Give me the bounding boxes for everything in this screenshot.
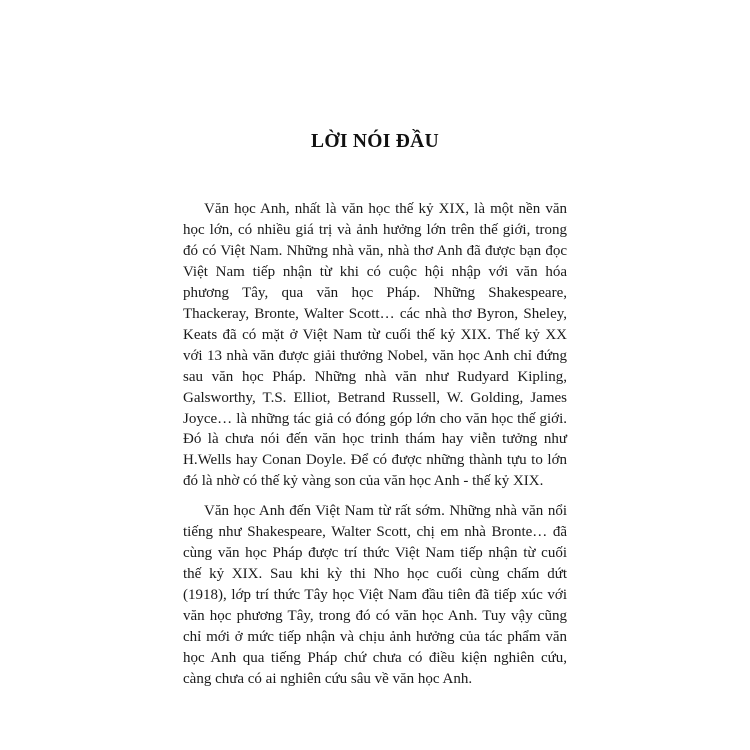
text-line: đó là nhờ có thế kỷ vàng son của văn học Anh - thế kỷ XIX. [183, 473, 544, 490]
paragraph-2 [183, 501, 567, 690]
text-line: H.Wells hay Conan Doyle. Để có được những thành tựu to lớn [183, 452, 567, 469]
text-line: cùng văn học Pháp được trí thức Việt Nam tiếp nhận từ cuối [183, 545, 567, 562]
text-line: đó có Việt Nam. Những nhà văn, nhà thơ Anh đã được bạn đọc [183, 242, 567, 259]
text-line: học Anh qua tiếng Pháp chứ chưa có điều kiện nghiên cứu, [183, 650, 567, 667]
text-line: sau văn học Pháp. Những nhà văn như Rudyard Kipling, [183, 368, 567, 385]
text-line: với 13 nhà văn được giải thưởng Nobel, văn học Anh chỉ đứng [183, 347, 567, 364]
text-line: Keats đã có mặt ở Việt Nam từ cuối thế kỷ XIX. Thế kỷ XX [183, 326, 567, 343]
text-line: Galsworthy, T.S. Elliot, Betrand Russell, W. Golding, James [183, 389, 567, 406]
page-title: LỜI NÓI ĐẦU [311, 131, 439, 152]
text-line: phương Tây, qua văn học Pháp. Những Shakespeare, [183, 284, 567, 301]
text-line: càng chưa có ai nghiên cứu sâu về văn học Anh. [183, 670, 473, 687]
text-line: Việt Nam tiếp nhận từ khi có cuộc hội nhập với văn hóa [183, 263, 567, 280]
text-line: Đó là chưa nói đến văn học trinh thám hay viễn tưởng như [183, 431, 567, 448]
text-line: Joyce… là những tác giả có đóng góp lớn cho văn học thế giới. [183, 410, 567, 427]
text-line: (1918), lớp trí thức Tây học Việt Nam đầu tiên đã tiếp xúc với [183, 587, 567, 604]
text-line: Thackeray, Bronte, Walter Scott… các nhà thơ Byron, Sheley, [183, 305, 567, 322]
text-line: văn học phương Tây, trong đó có văn học Anh. Tuy vậy cũng [183, 608, 567, 625]
text-line: tiếng như Shakespeare, Walter Scott, chị em nhà Bronte… đã [183, 524, 567, 541]
paragraph-1 [183, 199, 567, 492]
text-line: học lớn, có nhiều giá trị và ảnh hưởng lớn trên thế giới, trong [183, 221, 567, 238]
text-line: Văn học Anh đến Việt Nam từ rất sớm. Những nhà văn nổi [204, 503, 567, 520]
body-text [183, 199, 567, 690]
text-line: chỉ mới ở mức tiếp nhận và chịu ảnh hưởng của tác phẩm văn [183, 629, 567, 646]
text-line: thế kỷ XIX. Sau khi kỳ thi Nho học cuối cùng chấm dứt [183, 566, 567, 583]
text-line: Văn học Anh, nhất là văn học thế kỷ XIX, là một nền văn [204, 201, 567, 217]
